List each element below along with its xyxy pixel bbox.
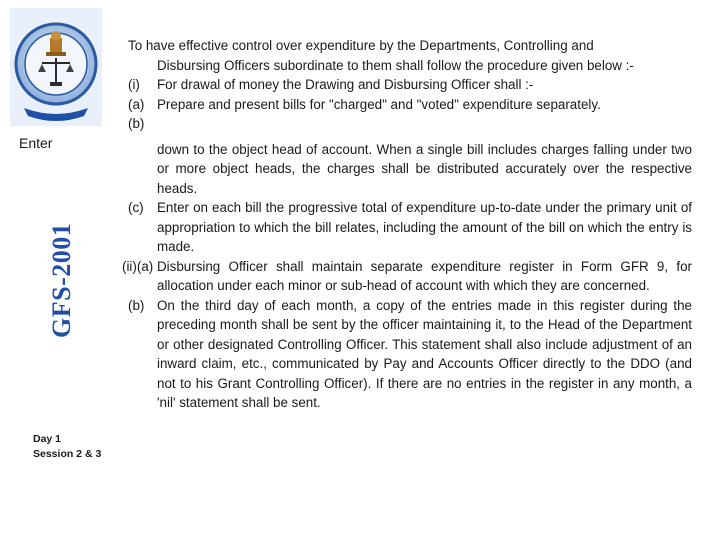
government-emblem-icon [10,8,102,126]
item-label: (ii)(a) [122,258,154,274]
gfs-title: GFS-2001 [47,222,76,338]
item-text: On the third day of each month, a copy of the entries made in this register during the preceding month shall be sent by the officer maintaining it, to the Head of the Department or other designated Controlling Officer. This statement shall also include adjustment of an inward claim, etc., communicated by Pay and Accounts Officer directly to the DDO (and not to his Grant Controlling Officer). If there are no entries in the register in any month, a 'nil' statement shall be sent. [157,297,692,410]
item-text: down to the object head of account. When a single bill includes charges falling under two or more object heads, the charges shall be distributed accurately over the respective heads. [157,141,692,196]
item-label: (a) [128,96,145,112]
enter-label: Enter [19,135,53,151]
document-body [122,36,692,413]
list-item [128,296,692,413]
list-item [128,114,692,134]
item-label: (i) [128,77,140,92]
item-text: Disbursing Officer shall maintain separate expenditure register in Form GFR 9, for allocation under each minor or sub-head of account with which they are concerned. [157,258,692,293]
item-text: Prepare and present bills for "charged" and "voted" expenditure separately. [157,96,601,112]
item-text: Enter on each bill the progressive total of expenditure up-to-date under the primary unit of appropriation to which the bill relates, including the amount of the bill on which the entry is made. [157,200,692,254]
list-item [128,140,692,199]
session-text: Day 1 Session 2 & 3 [33,433,102,460]
item-label: (b) [128,297,145,313]
intro-paragraph [128,36,692,75]
sidebar [0,0,118,540]
item-text: For drawal of money the Drawing and Disbursing Officer shall :- [157,77,534,92]
list-item [128,198,692,257]
intro-first-line: To have effective control over expenditure by the Departments, Controlling and [128,38,594,53]
list-item [122,257,692,296]
list-item [128,75,692,95]
list-item [128,95,692,115]
item-label: (b) [128,116,145,131]
item-label: (c) [128,200,144,215]
session-info [33,432,113,462]
intro-rest: Disbursing Officers subordinate to them shall follow the procedure given below :- [157,57,634,73]
